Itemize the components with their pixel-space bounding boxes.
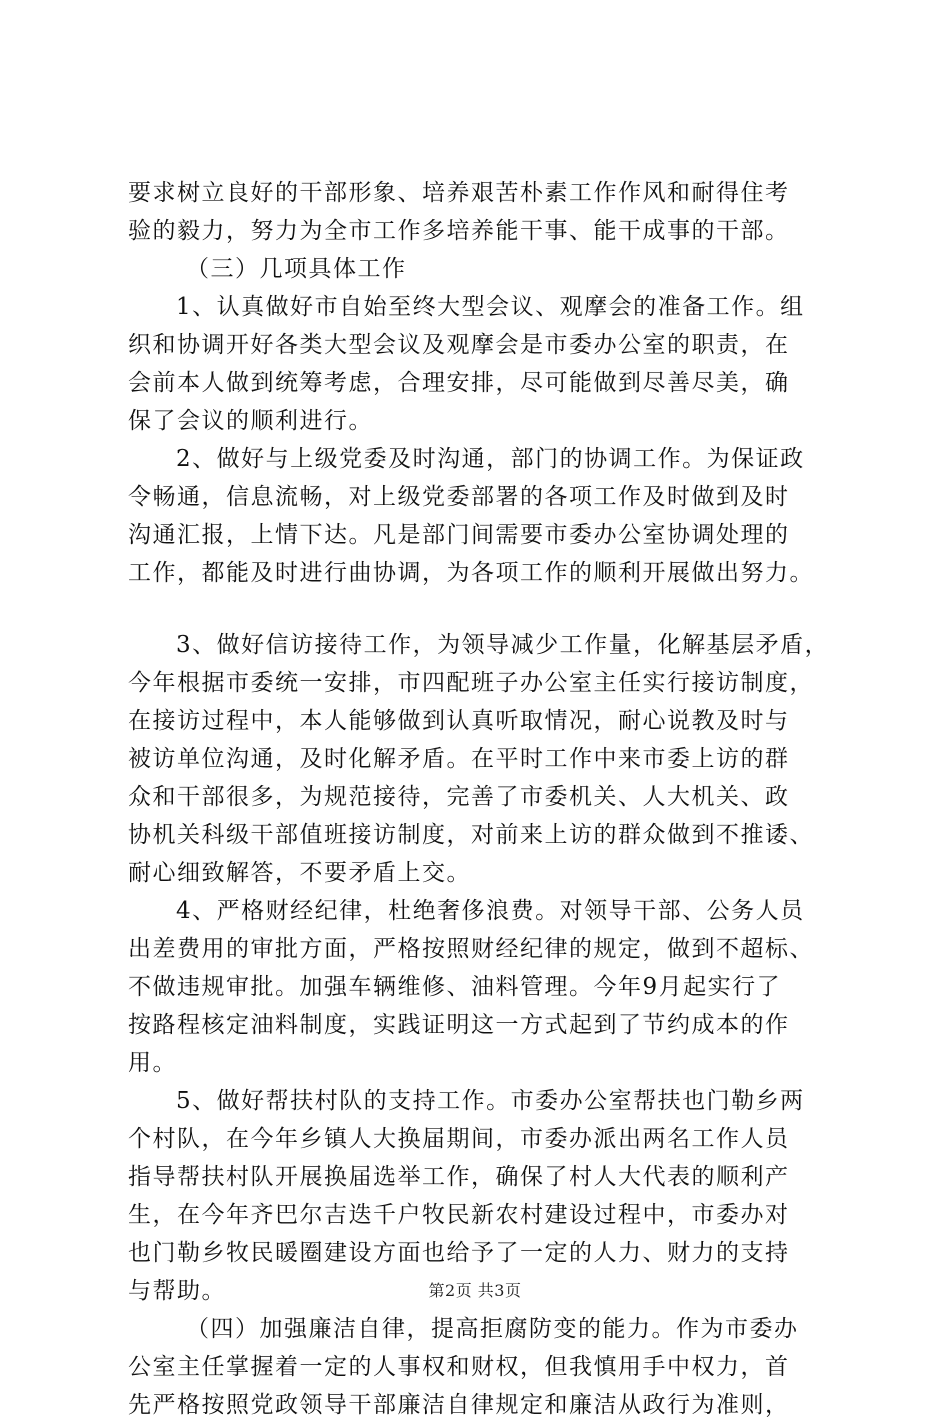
text-line: 被访单位沟通，及时化解矛盾。在平时工作中来市委上访的群 bbox=[128, 746, 790, 772]
text-line: 先严格按照党政领导干部廉洁自律规定和廉洁从政行为准则， bbox=[128, 1392, 790, 1418]
text-line: 会前本人做到统筹考虑，合理安排，尽可能做到尽善尽美，确 bbox=[128, 370, 790, 396]
text-line: 验的毅力，努力为全市工作多培养能干事、能干成事的干部。 bbox=[128, 218, 790, 244]
text-line: 沟通汇报，上情下达。凡是部门间需要市委办公室协调处理的 bbox=[128, 522, 790, 548]
text-line: 1、认真做好市自始至终大型会议、观摩会的准备工作。组 bbox=[176, 294, 805, 320]
text-line: 协机关科级干部值班接访制度，对前来上访的群众做到不推诿、 bbox=[128, 822, 814, 848]
text-line: 出差费用的审批方面，严格按照财经纪律的规定，做到不超标、 bbox=[128, 936, 814, 962]
text-line: 个村队，在今年乡镇人大换届期间，市委办派出两名工作人员 bbox=[128, 1126, 790, 1152]
page-number-footer: 第2页 共3页 bbox=[428, 1281, 522, 1300]
text-line: 今年根据市委统一安排，市四配班子办公室主任实行接访制度， bbox=[128, 670, 814, 696]
text-line: 5、做好帮扶村队的支持工作。市委办公室帮扶也门勒乡两 bbox=[176, 1088, 805, 1114]
text-line: 众和干部很多，为规范接待，完善了市委机关、人大机关、政 bbox=[128, 784, 790, 810]
text-line: 要求树立良好的干部形象、培养艰苦朴素工作作风和耐得住考 bbox=[128, 180, 790, 206]
text-line: 按路程核定油料制度，实践证明这一方式起到了节约成本的作 bbox=[128, 1012, 790, 1038]
text-line: 与帮助。 bbox=[128, 1278, 226, 1304]
text-line: 4、严格财经纪律，杜绝奢侈浪费。对领导干部、公务人员 bbox=[176, 898, 805, 924]
text-line: 也门勒乡牧民暖圈建设方面也给予了一定的人力、财力的支持 bbox=[128, 1240, 790, 1266]
text-line: 3、做好信访接待工作，为领导减少工作量，化解基层矛盾， bbox=[176, 632, 830, 658]
paragraph-gap bbox=[128, 592, 850, 626]
section-heading: （三）几项具体工作 bbox=[186, 256, 407, 282]
text-line: 工作，都能及时进行曲协调，为各项工作的顺利开展做出努力。 bbox=[128, 560, 814, 586]
text-line: 织和协调开好各类大型会议及观摩会是市委办公室的职责，在 bbox=[128, 332, 790, 358]
text-line: 保了会议的顺利进行。 bbox=[128, 408, 373, 434]
text-line: 不做违规审批。加强车辆维修、油料管理。今年9月起实行了 bbox=[128, 974, 782, 1000]
text-line: 耐心细致解答，不要矛盾上交。 bbox=[128, 860, 471, 886]
text-line: 指导帮扶村队开展换届选举工作，确保了村人大代表的顺利产 bbox=[128, 1164, 790, 1190]
text-line: 令畅通，信息流畅，对上级党委部署的各项工作及时做到及时 bbox=[128, 484, 790, 510]
text-line: 用。 bbox=[128, 1050, 177, 1076]
section-heading: （四）加强廉洁自律，提高拒腐防变的能力。作为市委办 bbox=[186, 1316, 799, 1342]
text-line: 生，在今年齐巴尔吉迭千户牧民新农村建设过程中，市委办对 bbox=[128, 1202, 790, 1228]
text-line: 2、做好与上级党委及时沟通，部门的协调工作。为保证政 bbox=[176, 446, 805, 472]
text-line: 在接访过程中，本人能够做到认真听取情况，耐心说教及时与 bbox=[128, 708, 790, 734]
text-line: 公室主任掌握着一定的人事权和财权，但我慎用手中权力，首 bbox=[128, 1354, 790, 1380]
document-body bbox=[128, 174, 850, 1424]
